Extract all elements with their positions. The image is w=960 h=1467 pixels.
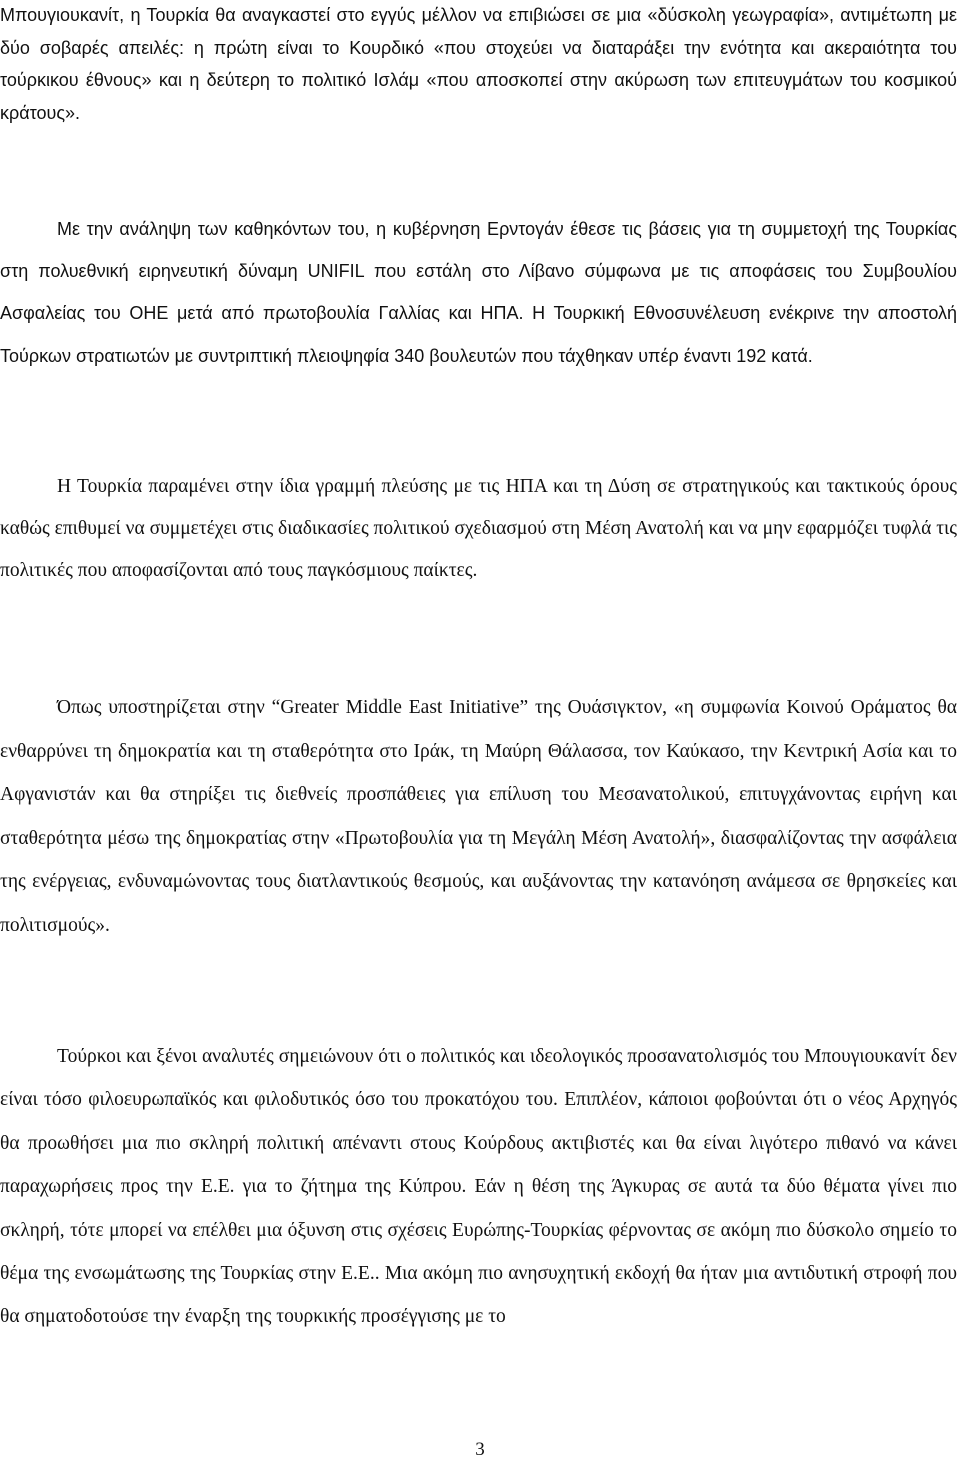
paragraph-us-alignment: Η Τουρκία παραμένει στην ίδια γραμμή πλεύσης με τις ΗΠΑ και τη Δύση σε στρατηγικούς και τακτικούς όρους καθώς επιθυμεί να συμμετέχει στις διαδικασίες πολιτικού σχεδιασμού στη Μέση Ανατολή και να μην εφαρμόζει τυφλά τις πολιτικές που αποφασίζονται από τους παγκόσμιους παίκτες. bbox=[0, 476, 957, 582]
paragraph-unifil: Με την ανάληψη των καθηκόντων του, η κυβέρνηση Ερντογάν έθεσε τις βάσεις για τη συμμετοχή της Τουρκίας στη πολυεθνική ειρηνευτική δύναμη UNIFIL που εστάλη στο Λίβανο σύμφωνα με τις αποφάσεις του Συμβουλίου Ασφαλείας του ΟΗΕ μετά από πρωτοβουλία Γαλλίας και ΗΠΑ. Η Τουρκική Εθνοσυνέλευση ενέκρινε την αποστολή Τούρκων στρατιωτών με συντριπτική πλειοψηφία 340 βουλευτών που τάχθηκαν υπέρ έναντι 192 κατά. bbox=[0, 219, 957, 366]
paragraph-greater-middle-east: Όπως υποστηρίζεται στην “Greater Middle East Initiative” της Ουάσιγκτον, «η συμφωνία Κοινού Οράματος θα ενθαρρύνει τη δημοκρατία και τη σταθερότητα στο Ιράκ, τη Μαύρη Θάλασσα, τον Καύκασο, την Κεντρική Ασία και το Αφγανιστάν και θα στηρίξει τις διεθνείς προσπάθειες για επίλυση του Μεσανατολικού, επιτυγχάνοντας ειρήνη και σταθερότητα μέσω της δημοκρατίας στην «Πρωτοβουλία για τη Μεγάλη Μέση Ανατολή», διασφαλίζοντας την ασφάλεια της ενέργειας, ενδυναμώνοντας τους διατλαντικούς θεσμούς, και αυξάνοντας την κατανόηση ανάμεσα σε θρησκείες και πολιτισμούς». bbox=[0, 697, 957, 936]
page-number: 3 bbox=[475, 1439, 485, 1460]
paragraph-analysts: Τούρκοι και ξένοι αναλυτές σημειώνουν ότι ο πολιτικός και ιδεολογικός προσανατολισμός του Μπουγιουκανίτ δεν είναι τόσο φιλοευρωπαϊκός και φιλοδυτικός όσο του προκατόχου του. Επιπλέον, κάποιοι φοβούνται ότι ο νέος Αρχηγός θα προωθήσει μια πιο σκληρή πολιτική απέναντι στους Κούρδους ακτιβιστές και θα είναι λιγότερο πιθανό να κάνει παραχωρήσεις προς την Ε.Ε. για το ζήτημα της Κύπρου. Εάν η θέση της Άγκυρας σε αυτά τα δύο θέματα γίνει πιο σκληρή, τότε μπορεί να επέλθει μια όξυνση στις σχέσεις Ευρώπης-Τουρκίας φέρνοντας σε ακόμη πιο δύσκολο σημείο το θέμα της ενσωμάτωσης της Τουρκίας στην Ε.Ε.. Μια ακόμη πιο ανησυχητική εκδοχή θα ήταν μια αντιδυτική στροφή που θα σηματοδοτούσε την έναρξη της τουρκικής προσέγγισης με το bbox=[0, 1046, 957, 1328]
paragraph-continuation: Μπουγιουκανίτ, η Τουρκία θα αναγκαστεί στο εγγύς μέλλον να επιβιώσει σε μια «δύσκολη γεωγραφία», αντιμέτωπη με δύο σοβαρές απειλές: η πρώτη είναι το Κουρδικό «που στοχεύει να διαταράξει την ενότητα και ακεραιότητα του τούρκικου έθνους» και η δεύτερη το πολιτικό Ισλάμ «που αποσκοπεί στην ακύρωση των επιτευγμάτων του κοσμικού κράτους». bbox=[0, 5, 957, 123]
